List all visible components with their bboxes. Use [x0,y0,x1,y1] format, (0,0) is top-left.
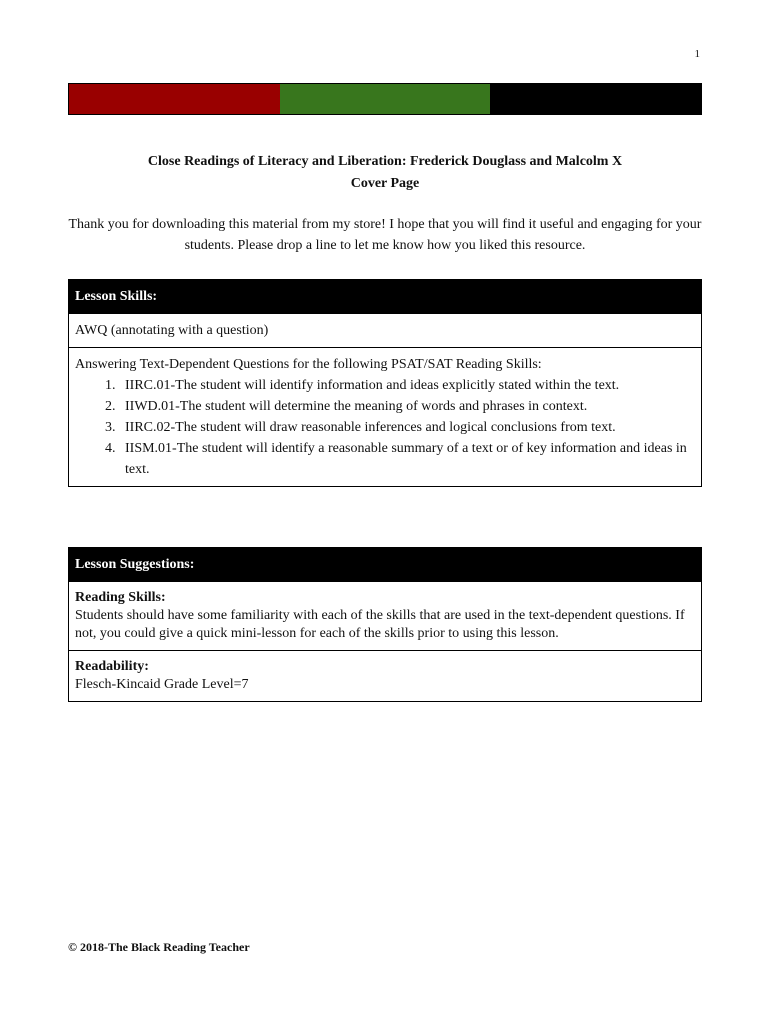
document-title: Close Readings of Literacy and Liberation: Frederick Douglass and Malcolm X [147,154,623,169]
color-bar-black [490,84,701,114]
lesson-skills-box [68,279,702,487]
readability-title: Readability: [75,659,149,674]
readability-text: Flesch-Kincaid Grade Level=7 [75,677,249,692]
lesson-suggestions-header: Lesson Suggestions: [69,548,701,581]
lesson-skills-header: Lesson Skills: [69,280,701,313]
skill-item: 1. IIRC.01-The student will identify information and ideas explicitly stated within the text. [119,375,695,396]
intro-text: Thank you for downloading this material from my store! I hope that you will find it useful and engaging for your students. Please drop a line to let me know how you liked this resource. [68,217,702,253]
skill-item: 3. IIRC.02-The student will draw reasonable inferences and logical conclusions from text. [119,417,695,438]
skill-item: 2. IIWD.01-The student will determine the meaning of words and phrases in context. [119,396,695,417]
psat-intro: Answering Text-Dependent Questions for the following PSAT/SAT Reading Skills: [75,357,542,372]
color-bar-green [280,84,491,114]
psat-row [69,347,701,486]
skills-list [75,375,695,480]
awq-row: AWQ (annotating with a question) [69,313,701,347]
page-number: 1 [694,48,700,60]
reading-skills-title: Reading Skills: [75,590,166,605]
color-bar [68,83,702,115]
document-subtitle: Cover Page [350,176,420,191]
lesson-suggestions-box [68,547,702,702]
reading-skills-row [69,581,701,650]
reading-skills-text: Students should have some familiarity with each of the skills that are used in the text-dependent questions. If not, you could give a quick mini-lesson for each of the skills prior to using this lesson. [75,608,685,641]
readability-row [69,650,701,701]
copyright-footer: © 2018-The Black Reading Teacher [68,940,250,954]
skill-item: 4. IISM.01-The student will identify a reasonable summary of a text or of key information and ideas in text. [119,438,695,480]
title-block [68,151,702,195]
color-bar-red [69,84,280,114]
